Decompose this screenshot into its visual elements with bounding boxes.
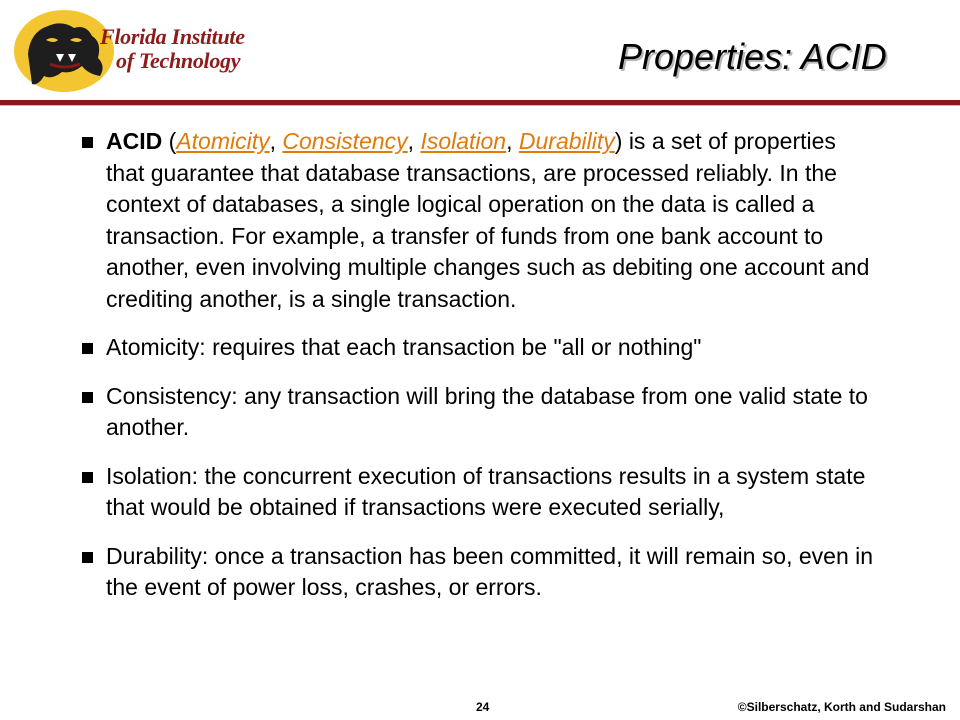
separator: , bbox=[407, 128, 421, 154]
link-atomicity[interactable]: Atomicity bbox=[176, 128, 270, 154]
bullet-item-consistency bbox=[74, 381, 874, 444]
bullet-square-icon bbox=[82, 472, 93, 483]
bullet-text: Durability: once a transaction has been committed, it will remain so, even in the event of power loss, crashes, or errors. bbox=[106, 542, 874, 600]
copyright-notice: ©Silberschatz, Korth and Sudarshan bbox=[737, 700, 946, 714]
bullet-item-atomicity bbox=[74, 332, 874, 364]
fit-logo bbox=[14, 10, 246, 92]
bullet-square-icon bbox=[82, 392, 93, 403]
bullet-text: Atomicity: requires that each transaction be "all or nothing" bbox=[106, 334, 702, 360]
bullet-item-durability bbox=[74, 541, 874, 604]
title-divider-shadow bbox=[0, 105, 960, 106]
acid-description: ) is a set of properties that guarantee that database transactions, are processed reliably. In the context of databases, a single logical operation on the data is called a transaction. For example, a transfer of funds from one bank account to another, even involving multiple changes such as debiting one account and crediting another, is a single transaction. bbox=[106, 128, 870, 312]
acid-term: ACID bbox=[106, 128, 163, 154]
bullet-square-icon bbox=[82, 137, 93, 148]
bullet-list bbox=[74, 126, 874, 621]
link-isolation[interactable]: Isolation bbox=[420, 128, 507, 154]
link-consistency[interactable]: Consistency bbox=[282, 128, 408, 154]
slide-title: Properties: ACID bbox=[618, 36, 887, 77]
separator: , bbox=[269, 128, 283, 154]
bullet-square-icon bbox=[82, 552, 93, 563]
logo-text-line2: of Technology bbox=[116, 48, 241, 73]
logo-text-line1: Florida Institute bbox=[100, 24, 245, 49]
link-durability[interactable]: Durability bbox=[518, 128, 615, 154]
separator: , bbox=[506, 128, 519, 154]
bullet-text: Isolation: the concurrent execution of transactions results in a system state that would be obtained if transactions were executed serially, bbox=[106, 462, 866, 520]
bullet-item-isolation bbox=[74, 461, 874, 524]
page-number: 24 bbox=[476, 700, 490, 714]
bullet-square-icon bbox=[82, 343, 93, 354]
bullet-item-acid bbox=[74, 126, 874, 315]
bullet-text: Consistency: any transaction will bring the database from one valid state to another. bbox=[106, 382, 868, 440]
paren-open: ( bbox=[162, 128, 177, 154]
